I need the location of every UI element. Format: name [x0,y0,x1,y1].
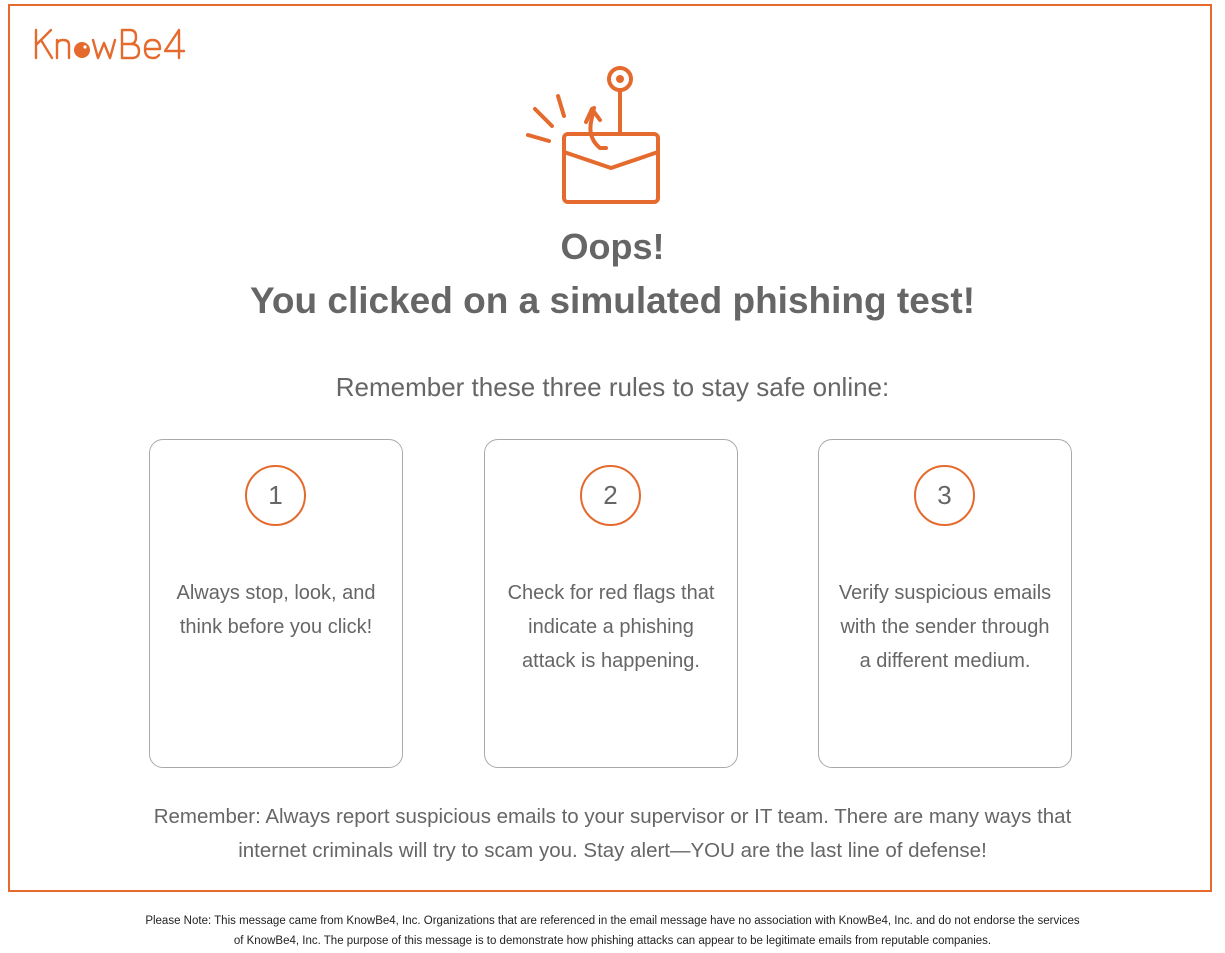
knowbe4-logo-mark [34,26,196,62]
rule-card-1 [149,439,403,768]
rule-card-3 [818,439,1072,768]
rule-text: Always stop, look, and think before you click! [176,582,376,638]
rule-card-2 [484,439,738,768]
page-title: Oops! [560,226,665,267]
rule-text: Verify suspicious emails with the sender through a different medium. [838,582,1052,672]
phishing-hook-envelope-icon [522,64,662,206]
rules-intro: Remember these three rules to stay safe online: [335,372,890,402]
rule-text: Check for red flags that indicate a phishing attack is happening. [507,582,715,672]
reminder-message: Remember: Always report suspicious emails to your supervisor or IT team. There are many ways that internet criminals will try to scam you. Stay alert—YOU are the last line of defense! [153,805,1072,862]
rule-number-badge: 1 [245,465,306,526]
disclaimer-note: Please Note: This message came from KnowBe4, Inc. Organizations that are referenced in the email message have no association with KnowBe4, Inc. and do not endorse the services of KnowBe4, Inc. The purpose of this message is to demonstrate how phishing attacks can appear to be legitimate emails from reputable companies. [145,915,1080,947]
page-subtitle: You clicked on a simulated phishing test! [249,280,976,321]
knowbe4-logo [34,26,196,62]
rule-number-badge: 2 [580,465,641,526]
rule-number-badge: 3 [914,465,975,526]
